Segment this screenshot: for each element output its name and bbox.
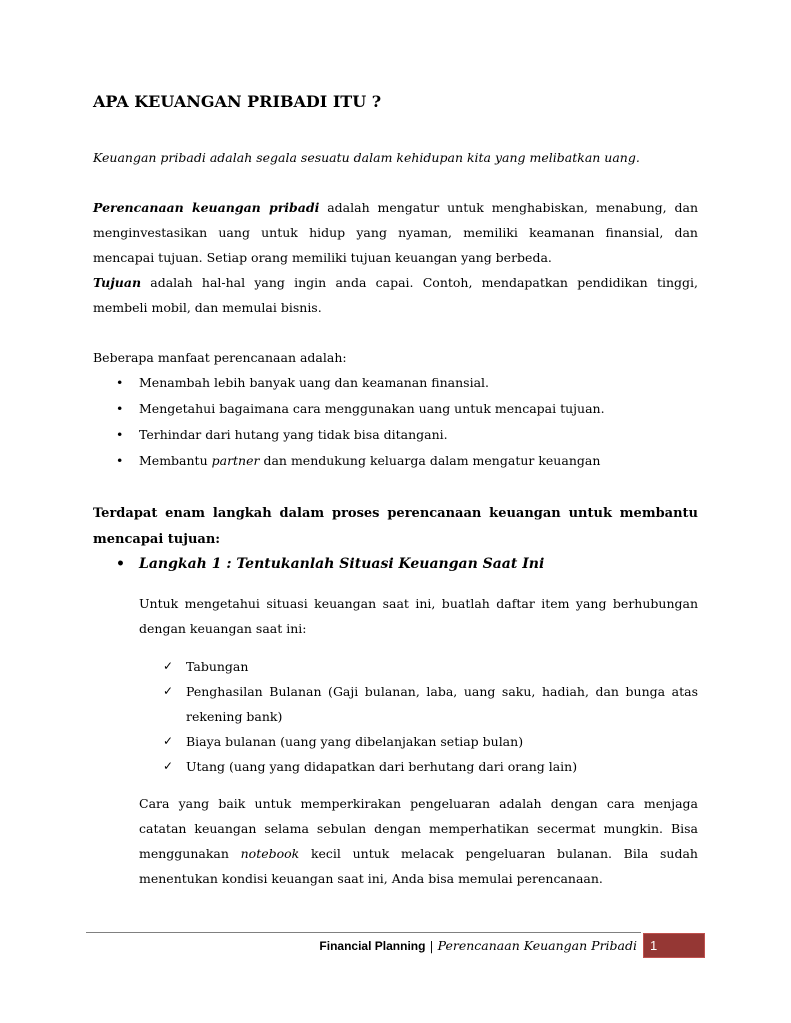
paragraph-goals-text: adalah hal-hal yang ingin anda capai. Contoh, mendapatkan pendidikan tinggi, membeli mobil, dan memulai bisnis. (93, 275, 698, 315)
term-perencanaan: Perencanaan keuangan pribadi (93, 200, 320, 215)
benefit-text-before: Membantu (139, 453, 212, 468)
step-1-checklist (139, 654, 698, 779)
list-item (93, 370, 698, 396)
bullet-dot-icon: • (116, 427, 124, 442)
list-item (139, 654, 698, 679)
bullet-dot-icon: • (116, 556, 125, 572)
list-item (139, 754, 698, 779)
checkmark-icon: ✓ (163, 659, 174, 673)
footer (300, 935, 637, 957)
paragraph-goals (93, 270, 698, 320)
checkmark-icon: ✓ (163, 684, 174, 698)
step-1-closing (139, 791, 698, 891)
paragraph-planning (93, 195, 698, 270)
check-text: Penghasilan Bulanan (Gaji bulanan, laba, uang saku, hadiah, dan bunga atas rekening bank) (186, 684, 698, 724)
footer-separator: | (429, 938, 434, 953)
closing-part-1: Cara yang baik untuk memperkirakan pengeluaran adalah dengan cara menjaga catatan keuangan selama sebulan dengan memperhatikan secermat mungkin. Bisa menggunakan (139, 796, 698, 861)
list-item (139, 679, 698, 729)
footer-lead: Financial Planning (319, 939, 426, 953)
list-item (93, 448, 698, 474)
step-1-intro: Untuk mengetahui situasi keuangan saat ini, buatlah daftar item yang berhubungan dengan keuangan saat ini: (139, 596, 698, 636)
checkmark-icon: ✓ (163, 759, 174, 773)
steps-heading: Terdapat enam langkah dalam proses perencanaan keuangan untuk membantu mencapai tujuan: (93, 506, 698, 547)
closing-part-2: kecil untuk melacak pengeluaran bulanan. Bila sudah menentukan kondisi keuangan saat ini, Anda bisa memulai perencanaan. (139, 846, 698, 886)
benefits-list (93, 370, 698, 474)
benefit-text: Menambah lebih banyak uang dan keamanan finansial. (139, 375, 490, 390)
page-number: 1 (643, 933, 705, 958)
intro-text: Keuangan pribadi adalah segala sesuatu dalam kehidupan kita yang melibatkan uang. (93, 150, 640, 165)
list-item (93, 396, 698, 422)
page-title: APA KEUANGAN PRIBADI ITU ? (93, 92, 382, 111)
paragraph-planning-text: adalah mengatur untuk menghabiskan, menabung, dan menginvestasikan uang untuk hidup yang nyaman, memiliki keamanan finansial, dan mencapai tujuan. Setiap orang memiliki tujuan keuangan yang berbeda. (93, 200, 698, 265)
footer-rule (86, 932, 641, 933)
step-1-label: Langkah 1 : Tentukanlah Situasi Keuangan Saat Ini (139, 556, 545, 572)
benefit-text-italic: partner (211, 453, 260, 468)
bullet-dot-icon: • (116, 375, 124, 390)
term-tujuan: Tujuan (93, 275, 142, 290)
closing-italic: notebook (240, 846, 300, 861)
benefits-intro: Beberapa manfaat perencanaan adalah: (93, 350, 347, 365)
list-item (139, 729, 698, 754)
benefit-text: Terhindar dari hutang yang tidak bisa ditangani. (139, 427, 448, 442)
footer-tail: Perencanaan Keuangan Pribadi (437, 938, 637, 953)
bullet-dot-icon: • (116, 453, 124, 468)
check-text: Biaya bulanan (uang yang dibelanjakan setiap bulan) (186, 734, 524, 749)
bullet-dot-icon: • (116, 401, 124, 416)
benefit-text: Mengetahui bagaimana cara menggunakan uang untuk mencapai tujuan. (139, 401, 605, 416)
benefit-text-after: dan mendukung keluarga dalam mengatur keuangan (259, 453, 601, 468)
list-item (93, 422, 698, 448)
checkmark-icon: ✓ (163, 734, 174, 748)
check-text: Utang (uang yang didapatkan dari berhutang dari orang lain) (186, 759, 578, 774)
check-text: Tabungan (186, 659, 249, 674)
